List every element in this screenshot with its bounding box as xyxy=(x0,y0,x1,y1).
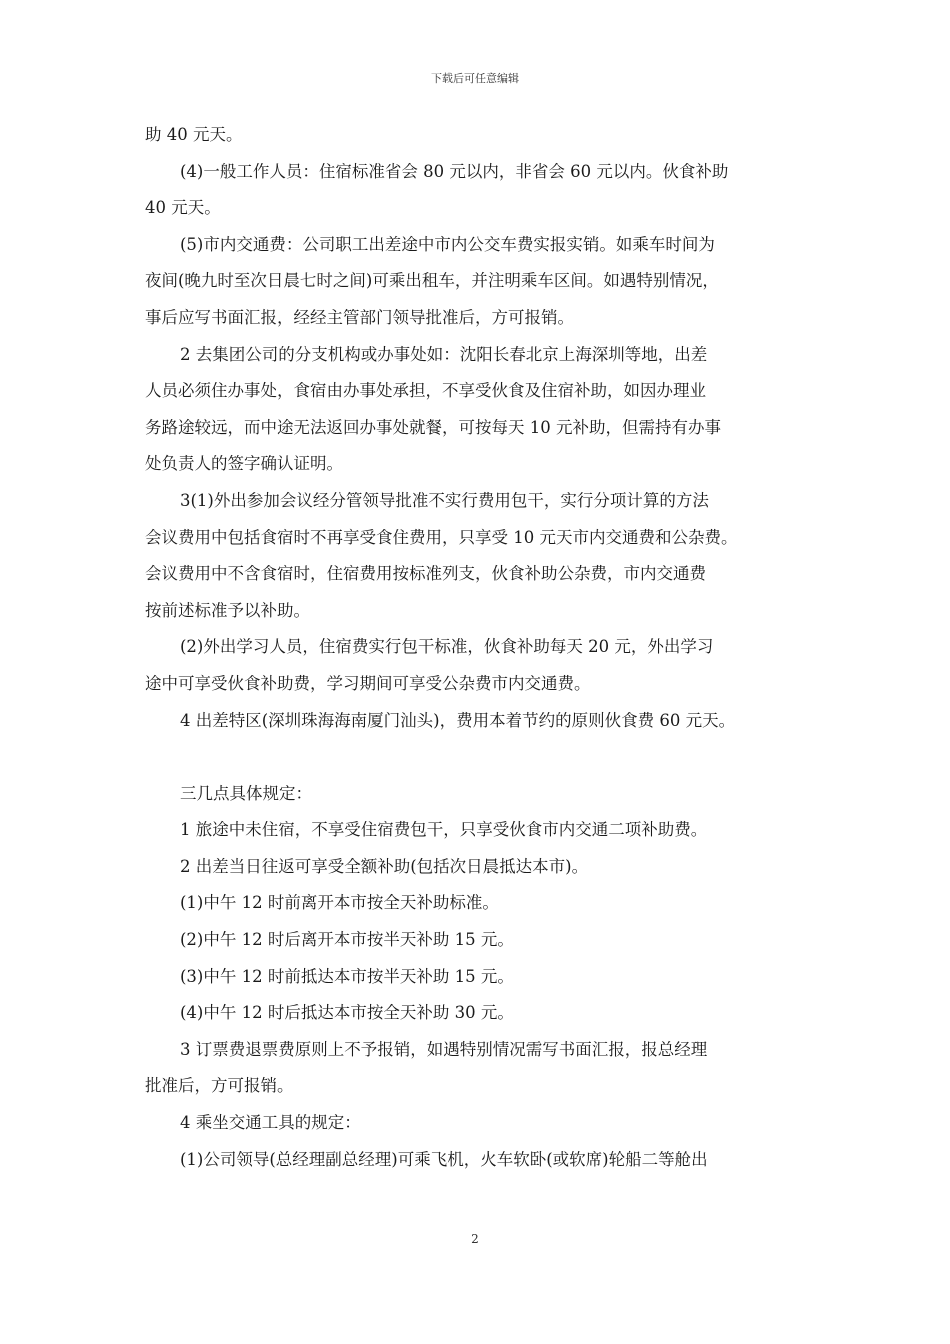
blank-line xyxy=(145,739,815,776)
text-line: 途中可享受伙食补助费，学习期间可享受公杂费市内交通费。 xyxy=(145,673,591,693)
text-line: (1)中午 12 时前离开本市按全天补助标准。 xyxy=(180,893,499,913)
text-line: 按前述标准予以补助。 xyxy=(145,600,310,620)
text-line: (4)中午 12 时后抵达本市按全天补助 30 元。 xyxy=(180,1003,514,1023)
text-line: 事后应写书面汇报，经经主管部门领导批准后，方可报销。 xyxy=(145,307,574,327)
text-line: 3 订票费退票费原则上不予报销，如遇特别情况需写书面汇报，报总经理 xyxy=(180,1039,708,1059)
text-line: 夜间(晚九时至次日晨七时之间)可乘出租车，并注明乘车区间。如遇特别情况， xyxy=(145,271,719,291)
text-line: (2)中午 12 时后离开本市按半天补助 15 元。 xyxy=(180,930,514,950)
text-line: 会议费用中不含食宿时，住宿费用按标准列支，伙食补助公杂费，市内交通费 xyxy=(145,564,706,584)
text-line: (2)外出学习人员，住宿费实行包干标准，伙食补助每天 20 元，外出学习 xyxy=(180,637,714,657)
page-header: 下载后可任意编辑 xyxy=(431,72,519,85)
text-line: (3)中午 12 时前抵达本市按半天补助 15 元。 xyxy=(180,966,514,986)
text-line: 3(1)外出参加会议经分管领导批准不实行费用包干，实行分项计算的方法 xyxy=(180,490,709,510)
text-line: 会议费用中包括食宿时不再享受食住费用，只享受 10 元天市内交通费和公杂费。 xyxy=(145,527,738,547)
text-line: 处负责人的签字确认证明。 xyxy=(145,454,343,474)
page-number: 2 xyxy=(471,1232,479,1246)
text-line: 批准后，方可报销。 xyxy=(145,1076,294,1096)
text-line: (4)一般工作人员：住宿标准省会 80 元以内，非省会 60 元以内。伙食补助 xyxy=(180,161,729,181)
text-line: 人员必须住办事处，食宿由办事处承担，不享受伙食及住宿补助，如因办理业 xyxy=(145,381,706,401)
text-line: 40 元天。 xyxy=(145,198,221,218)
text-line: 4 出差特区(深圳珠海海南厦门汕头)，费用本着节约的原则伙食费 60 元天。 xyxy=(180,710,736,730)
text-line: 三几点具体规定： xyxy=(180,783,312,803)
text-line: (1)公司领导(总经理副总经理)可乘飞机，火车软卧(或软席)轮船二等舱出 xyxy=(180,1149,708,1169)
text-line: 4 乘坐交通工具的规定： xyxy=(180,1113,361,1133)
text-line: 1 旅途中未住宿，不享受住宿费包干，只享受伙食市内交通二项补助费。 xyxy=(180,820,708,840)
text-line: 2 出差当日往返可享受全额补助(包括次日晨抵达本市)。 xyxy=(180,856,589,876)
text-line: 务路途较远，而中途无法返回办事处就餐，可按每天 10 元补助，但需持有办事 xyxy=(145,417,721,437)
document-body xyxy=(145,117,815,1178)
text-line: 2 去集团公司的分支机构或办事处如：沈阳长春北京上海深圳等地，出差 xyxy=(180,344,708,364)
text-line: 助 40 元天。 xyxy=(145,125,243,144)
text-line: (5)市内交通费：公司职工出差途中市内公交车费实报实销。如乘车时间为 xyxy=(180,234,715,254)
